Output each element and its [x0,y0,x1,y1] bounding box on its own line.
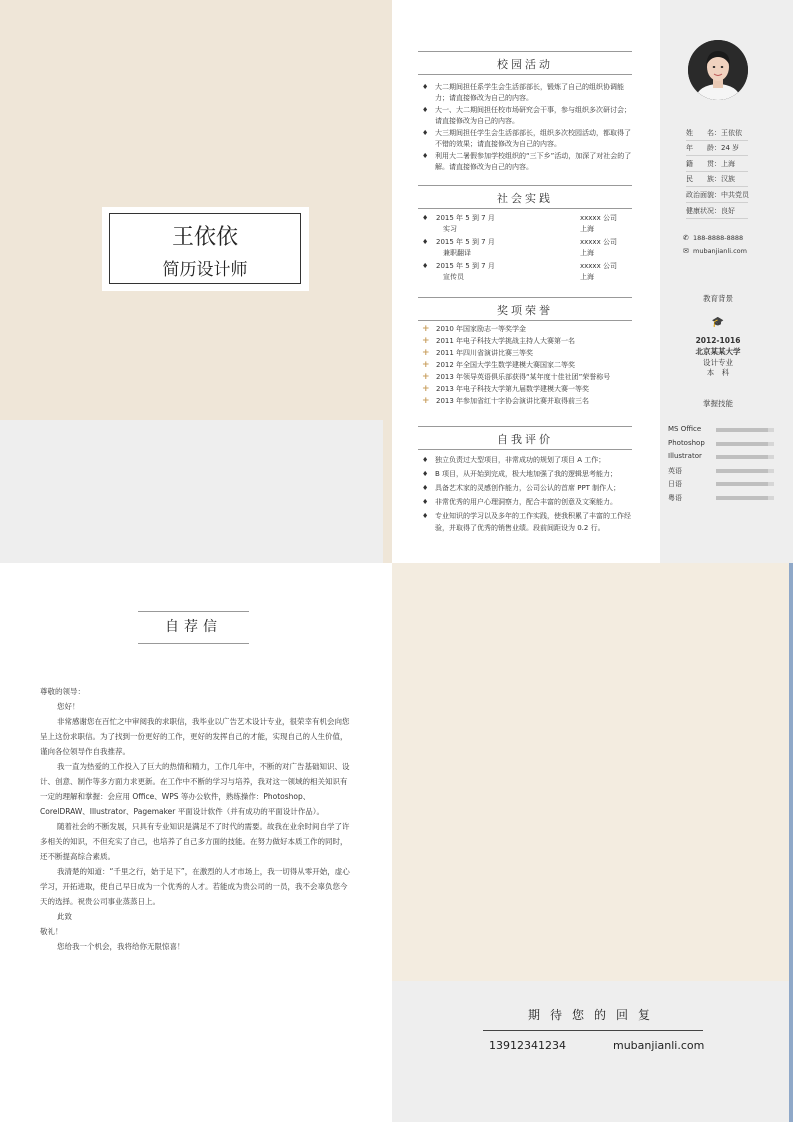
phone-icon: ✆ [683,234,689,242]
skill-row [668,425,774,437]
skill-label: Photoshop [668,438,705,447]
skill-label: 日语 [668,480,682,488]
drop-bullet-icon: ♦ [422,238,429,246]
letter-title: 自荐信 [138,611,249,644]
skill-bar-fill [716,482,768,486]
education-major: 设计专业 [703,358,733,367]
back-website: mubanjianli.com [613,1039,705,1052]
skill-bar-fill [716,428,768,432]
skill-bar [716,469,774,473]
list-item: ♦ 大一、大二期间担任校市场研究会干事，参与组织多次研讨会；请直接修改为自己的内容。 [422,106,631,125]
profile-photo [688,40,748,100]
skill-label: 英语 [668,466,682,475]
list-item: ♦ 大三期间担任学生会生活部部长，组织多次校园活动，都取得了不错的效果；请直接修改为自己的内容。 [422,129,631,148]
avatar-icon [688,40,748,100]
list-item: + 2012 年全国大学生数学建模大赛国家二等奖 [422,360,576,370]
skill-bar [716,442,774,446]
drop-bullet-icon: ♦ [422,456,429,464]
campus-section-title: 校园活动 [418,51,632,75]
plus-bullet-icon: + [422,336,430,346]
list-item: + 2013 年电子科技大学第九届数学建模大赛一等奖 [422,384,590,394]
education-title: 教育背景 [703,294,733,303]
plus-bullet-icon: + [422,348,430,358]
back-cover-bottom-band [392,981,793,1122]
letter-paragraph: 我清楚的知道：“千里之行，始于足下”，在激烈的人才市场上，我一切得从零开始，虚心学习，开拓进取，使自己早日成为一个优秀的人才。若能成为贵公司的一员，我不会辜负您今天的选择。祝贵公司事业蒸蒸日上。 [40,867,350,906]
letter-paragraph: 随着社会的不断发展，只具有专业知识是满足不了时代的需要。故我在业余时间自学了许多相关的知识，不但充实了自己，也培养了自己多方面的技能。在努力做好本质工作的同时，还不断提高综合素质。 [40,822,350,861]
plus-bullet-icon: + [422,360,430,370]
letter-body [40,684,354,954]
skill-label: Illustrator [668,452,702,460]
skill-row [668,439,774,451]
drop-bullet-icon: ♦ [422,106,429,114]
self-section-title: 自我评价 [418,426,632,450]
list-item: ♦ 大二期间担任系学生会生活部部长，锻炼了自己的组织协调能力；请直接修改为自己的内容。 [422,83,624,102]
list-item: ♦ 具备艺术家的灵感创作能力，公司公认的首席 PPT 制作人； [422,484,621,492]
skill-bar-fill [716,469,768,473]
skill-row [668,493,774,505]
list-item: + 2013 年领导英语俱乐部获得“某年度十佳社团”荣誉称号 [422,372,611,382]
skill-row [668,479,774,491]
info-hometown: 籍 贯：上海 [686,158,748,172]
practice-section-title: 社会实践 [418,185,632,209]
education-period: 2012-1016 [695,336,741,345]
drop-bullet-icon: ♦ [422,214,429,222]
graduation-cap-icon: 🎓 [711,317,725,328]
skill-label: 粤语 [668,493,682,502]
awards-section-title: 奖项荣誉 [418,297,632,321]
plus-bullet-icon: + [422,324,430,334]
letter-salutation: 尊敬的领导： [40,687,85,696]
drop-bullet-icon: ♦ [422,470,429,478]
list-item: ♦ 专业知识的学习以及多年的工作实践，使我积累了丰富的工作经验，并取得了优秀的销售业绩。段前间距设为 0.2 行。 [422,512,631,532]
drop-bullet-icon: ♦ [422,484,429,492]
letter-last-line: 您给我一个机会，我将给你无限惊喜！ [57,942,185,951]
list-item: ♦ 利用大二暑假参加学校组织的“三下乡”活动，加深了对社会的了解。请直接修改为自己的内容。 [422,152,632,171]
cover-title: 简历设计师 [162,260,248,280]
contact-phone: ✆ 188-8888-8888 [683,234,744,242]
letter-paragraph: 我一直为热爱的工作投入了巨大的热情和精力，工作几年中，不断的对广告基础知识、设计、创意、制作等多方面力求更新。在工作中不断的学习与培养，我对这一领域的相关知识有一定的理解和掌握：会应用 Office、WPS 等办公软件，熟练操作：Photoshop、CorelDRAW、Illustrator、Pagemaker 平面设计软件（并有成功的平面设计作品）。 [40,762,350,816]
skill-label: MS Office [668,425,702,433]
self-list [422,454,634,536]
back-cover-panel [392,563,793,981]
list-item: + 2013 年参加省红十字协会演讲比赛并取得前三名 [422,396,590,406]
skill-bar [716,496,774,500]
page-edge [789,563,793,1122]
plus-bullet-icon: + [422,396,430,406]
skill-bar [716,455,774,459]
drop-bullet-icon: ♦ [422,498,429,506]
info-age: 年 龄：24 岁 [686,142,748,156]
info-politics: 政治面貌：中共党员 [686,189,748,203]
cover-bottom-band [0,420,383,563]
mail-icon: ✉ [683,247,689,255]
info-ethnicity: 民 族：汉族 [686,173,748,187]
letter-paragraph: 非常感谢您在百忙之中审阅我的求职信，我毕业以广告艺术设计专业，很荣幸有机会向您呈上这份求职信。为了找到一份更好的工作，更好的发挥自己的才能，实现自己的人生价值，谨向各位领导作自我推荐。 [40,717,350,756]
drop-bullet-icon: ♦ [422,129,429,137]
letter-regards: 敬礼！ [40,927,63,936]
skill-bar-fill [716,496,768,500]
skills-title: 掌握技能 [703,399,733,408]
drop-bullet-icon: ♦ [422,152,429,160]
plus-bullet-icon: + [422,372,430,382]
info-health: 健康状况：良好 [686,205,748,219]
drop-bullet-icon: ♦ [422,83,429,91]
contact-email: ✉ mubanjianli.com [683,247,747,255]
list-item: + 2011 年电子科技大学挑战主持人大赛第一名 [422,336,576,346]
education-school: 北京某某大学 [695,347,741,356]
skill-bar [716,482,774,486]
back-divider [483,1030,703,1031]
education-degree: 本 科 [706,368,730,377]
skill-bar [716,428,774,432]
skill-bar-fill [716,442,768,446]
letter-greeting: 您好！ [57,702,80,711]
campus-list [422,82,634,174]
drop-bullet-icon: ♦ [422,512,429,520]
list-item: + 2010 年国家励志一等奖学金 [422,324,527,334]
info-name: 姓 名：王依依 [686,127,748,141]
drop-bullet-icon: ♦ [422,262,429,270]
letter-closing: 此致 [57,912,72,921]
list-item: ♦ 独立负责过大型项目，非常成功的规划了项目 A 工作； [422,456,606,464]
list-item: ♦ B 项目，从开始到完成，极大地加强了我的逻辑思考能力； [422,470,618,478]
cover-name: 王依依 [171,225,238,250]
skill-bar-fill [716,455,768,459]
plus-bullet-icon: + [422,384,430,394]
skill-row [668,452,774,464]
list-item: + 2011 年四川省演讲比赛三等奖 [422,348,534,358]
back-closing: 期待您的回复 [527,1008,660,1022]
list-item: ♦ 非常优秀的用户心理洞察力，配合丰富的创意及文案能力。 [422,498,617,506]
back-phone: 13912341234 [489,1039,566,1052]
skill-row [668,466,774,478]
awards-list [422,323,634,407]
